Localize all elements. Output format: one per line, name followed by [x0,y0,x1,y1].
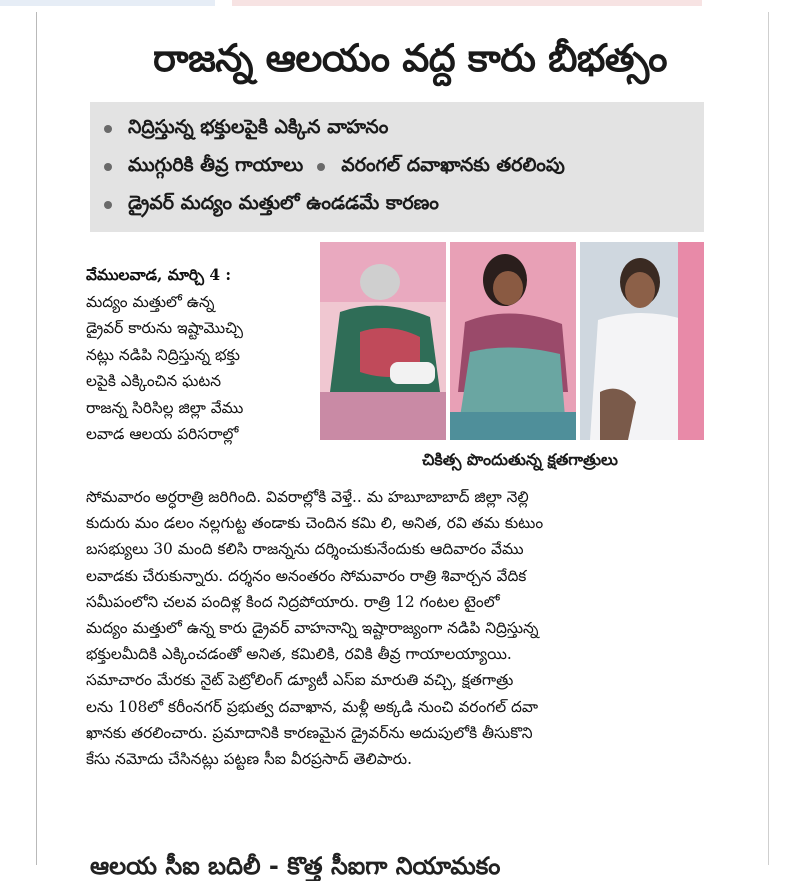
top-strip-blue [0,0,215,6]
photo-caption: చికిత్స పొందుతున్న క్షతగాత్రులు [422,450,618,469]
body-line: లవాడ ఆలయ పరిసరాల్లో [86,425,239,443]
article-body-narrow [86,262,312,448]
column-rule-right [768,12,769,865]
subhead-text: నిద్రిస్తున్న భక్తులపైకి ఎక్కిన వాహనం [128,115,389,138]
body-line: కేసు నమోదు చేసినట్లు పట్టణ సీఐ వీరప్రసాద్ తెలిపారు. [86,749,412,768]
photo-injured-woman-elderly [320,242,446,440]
next-article-headline-partial: ఆలయ సీఐ బదిలీ - కొత్త సీఐగా నియామకం [90,852,501,880]
photo-injured-man [580,242,704,440]
subheads-box [90,102,704,232]
bullet-icon [104,201,112,209]
subhead-line-1 [104,110,690,148]
article-headline: రాజన్న ఆలయం వద్ద కారు బీభత్సం [153,36,667,80]
subhead-line-3 [104,186,690,224]
dateline: వేములవాడ, మార్చి 4 : [86,266,232,284]
article-body-wide [86,484,706,772]
injured-photos [320,242,704,440]
top-color-strip [0,0,800,8]
body-line: ఖానకు తరలించారు. ప్రమాదానికి కారణమైన డ్రైవర్‌ను అదుపులోకి తీసుకొని [86,723,533,742]
body-line: బసభ్యులు 30 మంది కలిసి రాజన్నను దర్శించుకునేందుకు ఆదివారం వేము [86,540,524,559]
body-line: కుదురు మం డలం నల్లగుట్ట తండాకు చెందిన కమి లి, అనిత, రవి తమ కుటుం [86,514,544,533]
bullet-icon [104,125,112,133]
photo-injured-woman [450,242,576,440]
body-line: భక్తులమీదికి ఎక్కించడంతో అనిత, కమిలికి, రవికి తీవ్ర గాయాలయ్యాయి. [86,645,512,664]
column-rule-left [36,12,37,865]
body-line: లను 108లో కరీంనగర్ ప్రభుత్వ దవాఖాన, మళ్లీ అక్కడి నుంచి వరంగల్ దవా [86,697,539,716]
body-line: లవాడకు చేరుకున్నారు. దర్శనం అనంతరం సోమవారం రాత్రి శివార్చన వేదిక [86,566,527,585]
bullet-icon [104,163,112,171]
subhead-line-2 [104,148,690,186]
body-line: మద్యం మత్తులో ఉన్న [86,292,215,311]
subhead-text: ముగ్గురికి తీవ్ర గాయాలు [128,153,304,176]
subhead-text: డ్రైవర్ మద్యం మత్తులో ఉండడమే కారణం [128,191,439,214]
body-line: నట్లు నడిపి నిద్రిస్తున్న భక్తు [86,345,240,364]
body-line: రాజన్న సిరిసిల్ల జిల్లా వేము [86,398,244,417]
top-strip-pink [232,0,702,6]
body-line: లపైకి ఎక్కించిన ఘటన [86,372,222,390]
body-line: మద్యం మత్తులో ఉన్న కారు డ్రైవర్ వాహనాన్ని ఇష్టారాజ్యంగా నడిపి నిద్రిస్తున్న [86,618,539,637]
body-line: సోమవారం అర్ధరాత్రి జరిగింది. వివరాల్లోకి వెళ్తే.. మ హబూబాబాద్ జిల్లా నెల్లి [86,488,529,506]
subhead-text-2: వరంగల్ దవాఖానకు తరలింపు [341,153,565,176]
body-line: సమీపంలోని చలవ పందిళ్ల కింద నిద్రపోయారు. రాత్రి 12 గంటల టైంలో [86,592,500,611]
body-line: సమాచారం మేరకు నైట్ పెట్రోలింగ్ డ్యూటీ ఎస్ఐ మారుతి వచ్చి, క్షతగాత్రు [86,671,514,690]
body-line: డ్రైవర్ కారును ఇష్టామొచ్చి [86,319,244,337]
bullet-icon [317,163,325,171]
